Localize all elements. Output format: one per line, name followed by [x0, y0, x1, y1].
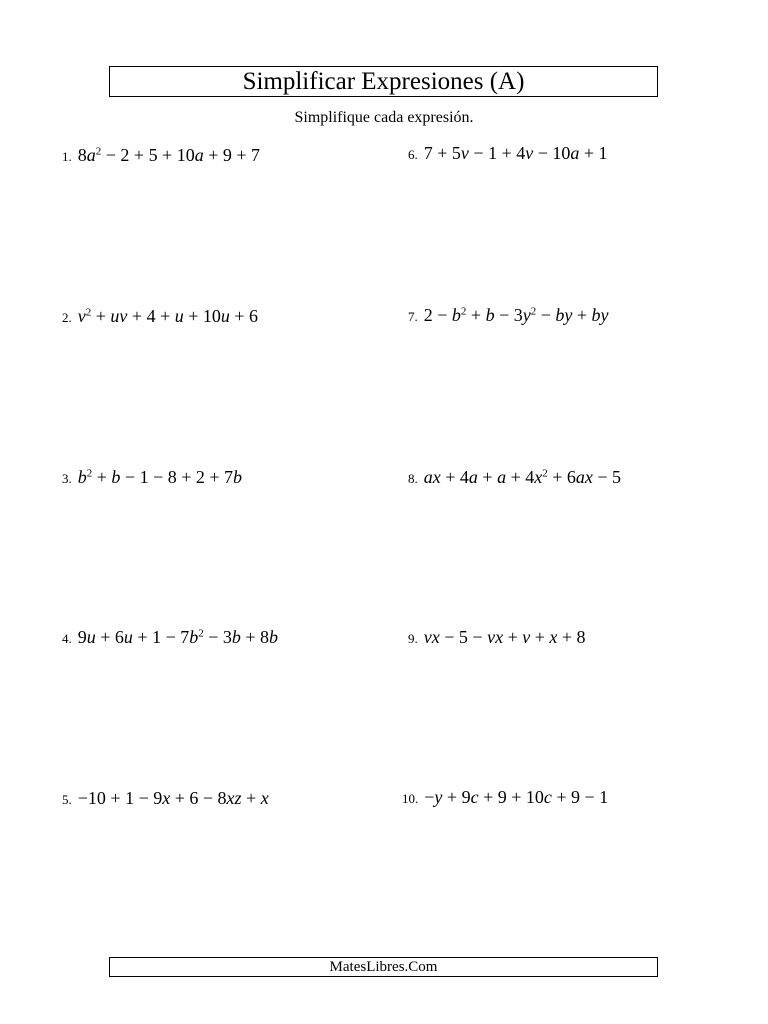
problem-expression: $2 - b^2 + b - 3y^2$ − by + by [423, 305, 609, 325]
problem-number: 1. [62, 149, 72, 164]
problem-expression: vx − 5 − vx + v + x + 8 [423, 627, 586, 647]
worksheet-title: Simplificar Expresiones (A) [242, 68, 525, 95]
worksheet-title-box [109, 66, 658, 97]
problem-expression: $8a^2 - 2 + 5 + 10a + 9 + 7$ [77, 145, 261, 165]
problem-2 [62, 306, 258, 327]
problem-expression: −10 + 1 − 9x + 6 − 8xz + x [77, 788, 269, 808]
problem-number: 6. [408, 147, 418, 162]
problem-number: 8. [408, 471, 418, 486]
problem-4 [62, 627, 278, 648]
problem-number: 2. [62, 310, 72, 325]
problem-expression: $v^2$ + uv + 4 + u + 10u + 6 [77, 306, 259, 326]
problem-number: 10. [402, 791, 419, 806]
problem-number: 4. [62, 631, 72, 646]
problem-expression: 7 + 5v − 1 + 4v − 10a + 1 [423, 143, 608, 163]
footer-box [109, 957, 658, 977]
problem-7 [408, 305, 609, 326]
footer-site: MatesLibres.Com [329, 958, 438, 975]
instructions: Simplifique cada expresión. [294, 109, 474, 126]
problem-3 [62, 467, 242, 488]
problem-9 [408, 627, 586, 648]
problem-expression: −y + 9c + 9 + 10c + 9 − 1 [424, 787, 609, 807]
problem-number: 9. [408, 631, 418, 646]
problem-expression: $9u + 6u + 1 - 7b^2 - 3b + 8b$ [77, 627, 279, 647]
problem-1 [62, 145, 260, 166]
problem-expression: $b^2 + b - 1 - 8 + 2 + 7b$ [77, 467, 243, 487]
problem-10 [402, 787, 608, 808]
problem-expression: ax + $4a + a + 4x^2 + 6ax - 5$ [423, 467, 622, 487]
problem-6 [408, 143, 608, 164]
problem-number: 7. [408, 309, 418, 324]
problem-5 [62, 788, 269, 809]
problem-8 [408, 467, 621, 488]
problem-number: 3. [62, 471, 72, 486]
problem-number: 5. [62, 792, 72, 807]
